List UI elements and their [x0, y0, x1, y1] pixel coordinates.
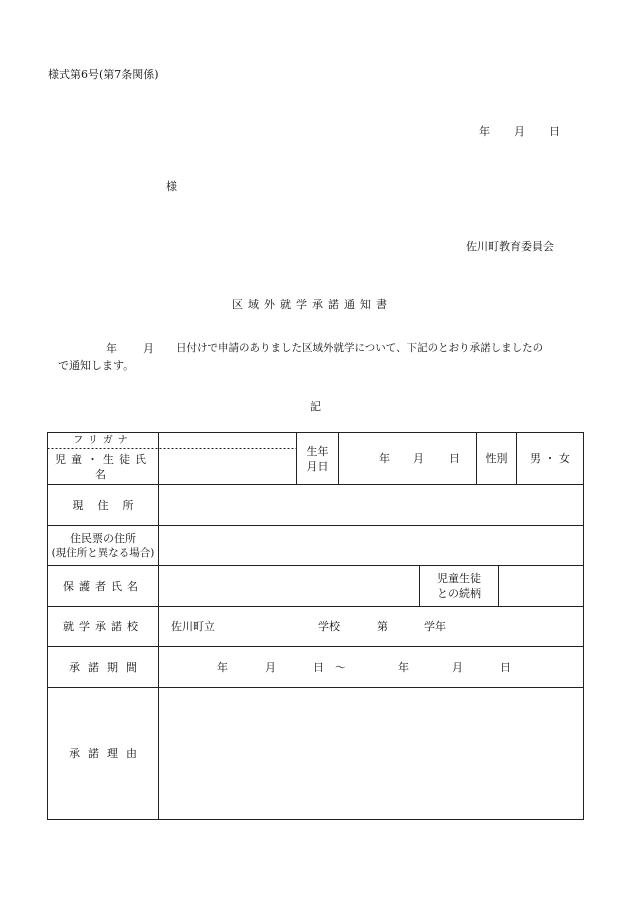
school-label: 就学承諾校 — [63, 620, 143, 633]
period-label: 承諾期間 — [69, 660, 145, 674]
resident-label-2: (現住所と異なる場合) — [51, 546, 155, 559]
relation-field[interactable] — [499, 566, 583, 606]
period-from-day: 日 — [313, 661, 324, 674]
body-line1: 日付けで申請のありました区域外就学について、下記のとおり承諾しましたの — [176, 342, 544, 354]
name-field[interactable] — [159, 449, 296, 484]
birth-year: 年 — [379, 452, 390, 465]
address-field[interactable] — [159, 485, 583, 525]
period-from-year: 年 — [217, 661, 228, 674]
period-from-month: 月 — [265, 661, 276, 674]
period-to-year: 年 — [398, 661, 409, 674]
date-year: 年 — [479, 125, 490, 138]
furigana-label: フリガナ — [73, 435, 133, 446]
period-tilde: 〜 — [335, 661, 346, 674]
period-to-month: 月 — [452, 661, 463, 674]
period-to-day: 日 — [500, 661, 511, 674]
ki-label: 記 — [310, 400, 321, 413]
gender-label: 性別 — [485, 452, 508, 465]
resident-label-1: 住民票の住所 — [70, 531, 136, 545]
birth-date-field[interactable] — [339, 433, 476, 484]
birth-month: 月 — [413, 452, 424, 465]
birth-day: 日 — [449, 452, 460, 465]
body-year: 年 — [106, 342, 117, 355]
relation-label-1: 児童生徒 — [437, 572, 481, 585]
school-suffix: 学校 — [318, 620, 340, 633]
reason-label: 承諾理由 — [69, 747, 145, 760]
birth-label — [297, 433, 338, 484]
name-label: 児童・生徒氏名 — [55, 452, 151, 481]
guardian-name-field[interactable] — [159, 566, 419, 606]
body-month: 月 — [143, 342, 154, 355]
date-month: 月 — [514, 125, 525, 138]
gender-options[interactable]: 男 ・ 女 — [530, 452, 570, 465]
address-label: 現住所 — [72, 498, 148, 512]
resident-address-field[interactable] — [159, 526, 583, 565]
resident-address-label — [48, 526, 158, 565]
document-title: 区域外就学承諾通知書 — [232, 298, 392, 311]
birth-label-1: 生年 — [306, 444, 329, 458]
grade-suffix: 学年 — [424, 620, 446, 633]
school-field[interactable] — [159, 607, 583, 646]
birth-label-2: 月日 — [306, 459, 329, 473]
reason-field[interactable] — [159, 688, 583, 819]
relation-label-2: との続柄 — [437, 587, 481, 600]
issuer: 佐川町教育委員会 — [466, 240, 554, 253]
date-day: 日 — [549, 125, 560, 138]
body-line2: で通知します。 — [58, 359, 135, 372]
addressee-suffix: 様 — [166, 180, 177, 193]
grade-prefix: 第 — [377, 620, 388, 633]
period-field[interactable] — [159, 647, 583, 687]
guardian-label: 保護者氏名 — [63, 579, 143, 593]
relation-label — [420, 566, 498, 606]
furigana-field[interactable] — [159, 433, 296, 448]
form-number: 様式第6号(第7条関係) — [48, 68, 159, 81]
school-prefix: 佐川町立 — [171, 620, 215, 633]
